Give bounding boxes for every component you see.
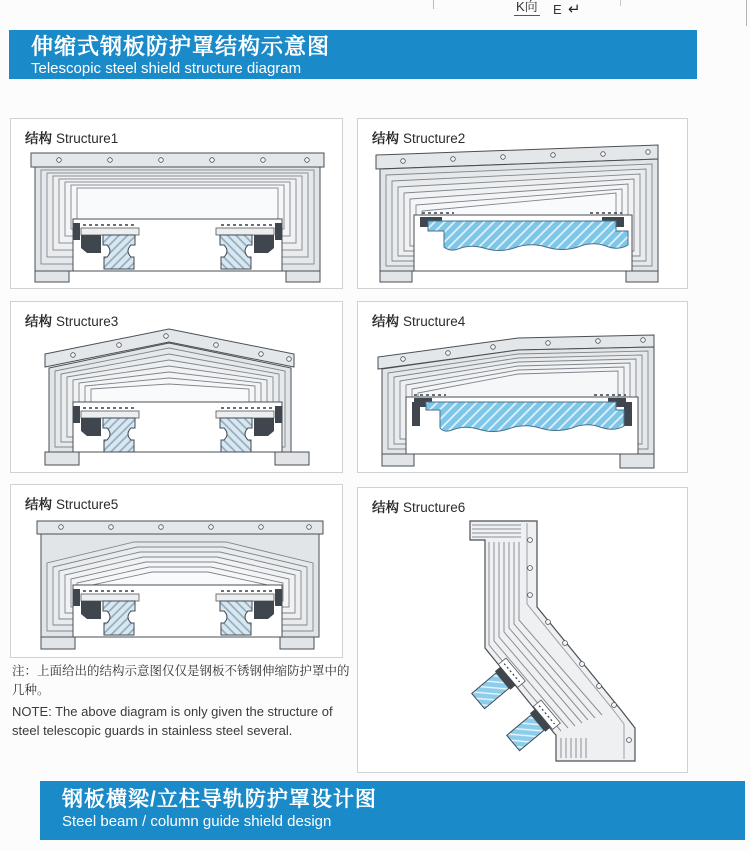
mounting-strip (37, 521, 323, 534)
page-title-zh: 伸缩式钢板防护罩结构示意图 (31, 34, 331, 59)
panel-label-en: Structure3 (56, 314, 119, 329)
panel-label (372, 496, 465, 516)
structure-panel-1 (10, 118, 343, 289)
return-arrow-icon: ↵ (568, 1, 581, 18)
clamp-block (254, 235, 274, 253)
footer-title-zh: 钢板横梁/立柱导轨防护罩设计图 (62, 788, 377, 811)
structure-panel-3 (10, 301, 343, 473)
panel-label-zh: 结构 (25, 497, 52, 512)
top-drawing-fragment (0, 0, 750, 28)
lip-block (73, 589, 80, 606)
tick-mark (433, 0, 434, 9)
foot (35, 271, 69, 282)
foot (626, 271, 658, 282)
clamp-block (254, 601, 274, 619)
foot (280, 637, 314, 649)
structure-panel-2 (357, 118, 688, 289)
structure-panel-5 (10, 484, 343, 658)
foot (275, 452, 309, 465)
panel-label (372, 127, 465, 147)
foot (45, 452, 79, 465)
lip-block (275, 223, 282, 240)
panel-label-zh: 结构 (372, 314, 399, 329)
structure-panel-4 (357, 301, 688, 473)
foot (380, 271, 412, 282)
structure6-diagram (358, 488, 687, 772)
mounting-strip (31, 153, 324, 167)
tick-mark (620, 0, 621, 6)
panel-label (25, 310, 118, 330)
panel-label-en: Structure4 (403, 314, 466, 329)
foot (286, 271, 320, 282)
note-block (12, 662, 360, 740)
page-title-en: Telescopic steel shield structure diagram (31, 60, 302, 77)
lip-block (275, 406, 282, 423)
structure-panel-6 (357, 487, 688, 773)
panel-label-zh: 结构 (25, 131, 52, 146)
lip-block (412, 402, 420, 426)
clamp-block (81, 601, 101, 619)
lip-block (73, 223, 80, 240)
lip-block (275, 589, 282, 606)
panel-label-en: Structure6 (403, 500, 466, 515)
lip-block (624, 402, 632, 426)
footer-title-en: Steel beam / column guide shield design (62, 813, 332, 830)
panel-label (372, 310, 465, 330)
lip-block (73, 406, 80, 423)
foot (382, 454, 414, 466)
panel-label-zh: 结构 (25, 314, 52, 329)
foot (41, 637, 75, 649)
e-label: E (553, 2, 562, 17)
panel-label-zh: 结构 (372, 131, 399, 146)
panel-label-en: Structure2 (403, 131, 466, 146)
foot (620, 454, 654, 468)
footer-banner (40, 781, 745, 840)
panel-label (25, 127, 118, 147)
clamp-block (81, 235, 101, 253)
page-edge-line (746, 0, 747, 26)
clamp-block (81, 418, 101, 436)
panel-label-en: Structure1 (56, 131, 119, 146)
panel-label-en: Structure5 (56, 497, 119, 512)
header-banner (9, 30, 697, 79)
clamp-block (254, 418, 274, 436)
note-en: NOTE: The above diagram is only given the structure of steel telescopic guards in stainless steel several. (12, 703, 333, 738)
view-direction-label: K向 (514, 0, 540, 16)
note-zh: 注：上面给出的结构示意图仅仅是钢板不锈钢伸缩防护罩中的几种。 (12, 664, 350, 698)
panel-label-zh: 结构 (372, 500, 399, 515)
panel-label (25, 493, 118, 513)
